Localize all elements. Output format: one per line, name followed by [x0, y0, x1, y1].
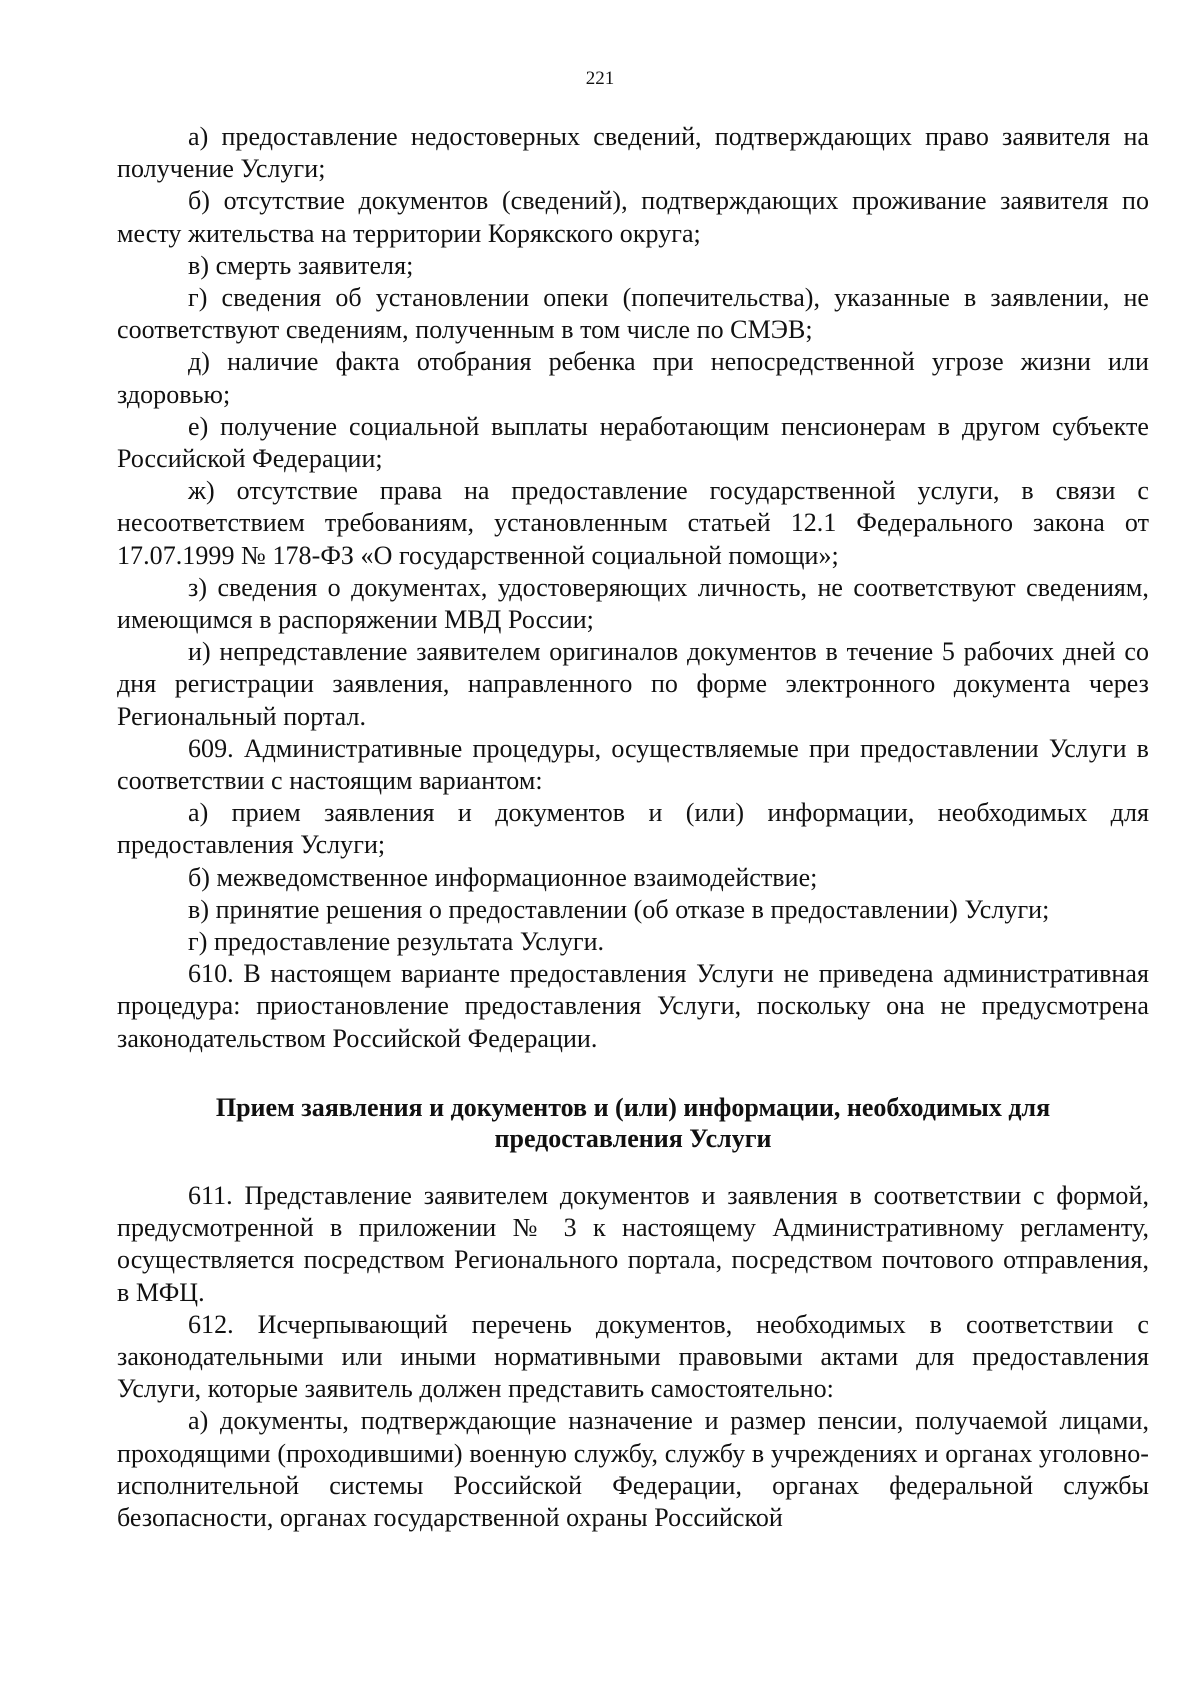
paragraph-612-a: а) документы, подтверждающие назначение и размер пенсии, получаемой лицами, проходящими (проходившими) военную службу, службу в учреждениях и органах уголовно-исполнительной системы Российской Федерации, органах федеральной службы безопасности, органах государственной охраны Российской [117, 1406, 1149, 1532]
document-body [117, 121, 1149, 1534]
section-heading-line-1: Прием заявления и документов и (или) информации, необходимых для [215, 1092, 1051, 1122]
paragraph-609-v: в) принятие решения о предоставлении (об отказе в предоставлении) Услуги; [188, 894, 1050, 924]
paragraph-g-guardianship-mismatch: г) сведения об установлении опеки (попечительства), указанные в заявлении, не соответствуют сведениям, полученным в том числе по СМЭВ; [117, 283, 1149, 345]
section-heading-line-2: предоставления Услуги [494, 1123, 772, 1153]
paragraph-z-identity-mismatch: з) сведения о документах, удостоверяющих личность, не соответствуют сведениям, имеющимся в распоряжении МВД России; [117, 572, 1149, 635]
paragraph-i-no-originals: и) непредставление заявителем оригиналов документов в течение 5 рабочих дней со дня регистрации заявления, направленного по форме электронного документа через Региональный портал. [117, 637, 1149, 731]
paragraph-e-payment-other-region: е) получение социальной выплаты неработающим пенсионерам в другом субъекте Российской Федерации; [117, 411, 1149, 474]
paragraph-609-b: б) межведомственное информационное взаимодействие; [188, 862, 818, 892]
paragraph-612: 612. Исчерпывающий перечень документов, необходимых в соответствии с законодательными или иными нормативными правовыми актами для предоставления Услуги, которые заявитель должен представить самостоятельно: [117, 1309, 1149, 1404]
paragraph-609-g: г) предоставление результата Услуги. [188, 927, 605, 957]
paragraph-d-child-removal: д) наличие факта отобрания ребенка при непосредственной угрозе жизни или здоровью; [117, 347, 1149, 409]
section-heading [117, 1092, 1149, 1154]
paragraph-v-death: в) смерть заявителя; [188, 250, 414, 280]
paragraph-610: 610. В настоящем варианте предоставления Услуги не приведена административная процедура: приостановление предоставления Услуги, поскольку она не предусмотрена законодательством Российской Федерации. [117, 959, 1149, 1053]
paragraph-611: 611. Представление заявителем документов и заявления в соответствии с формой, предусмотренной в приложении № 3 к настоящему Административному регламенту, осуществляется посредством Регионального портала, посредством почтового отправления, в МФЦ. [117, 1180, 1149, 1307]
paragraph-b-no-residence-docs: б) отсутствие документов (сведений), подтверждающих проживание заявителя по месту жительства на территории Корякского округа; [117, 186, 1149, 248]
page-number: 221 [585, 68, 615, 89]
paragraph-zh-no-right: ж) отсутствие права на предоставление государственной услуги, в связи с несоответствием требованиям, установленным статьей 12.1 Федерального закона от 17.07.1999 № 178-ФЗ «О государственной социальной помощи»; [117, 476, 1149, 570]
paragraph-a-unreliable-info: а) предоставление недостоверных сведений, подтверждающих право заявителя на получение Услуги; [117, 122, 1149, 184]
paragraph-609-a: а) прием заявления и документов и (или) информации, необходимых для предоставления Услуги; [117, 798, 1149, 860]
paragraph-609: 609. Административные процедуры, осуществляемые при предоставлении Услуги в соответствии с настоящим вариантом: [117, 733, 1149, 796]
